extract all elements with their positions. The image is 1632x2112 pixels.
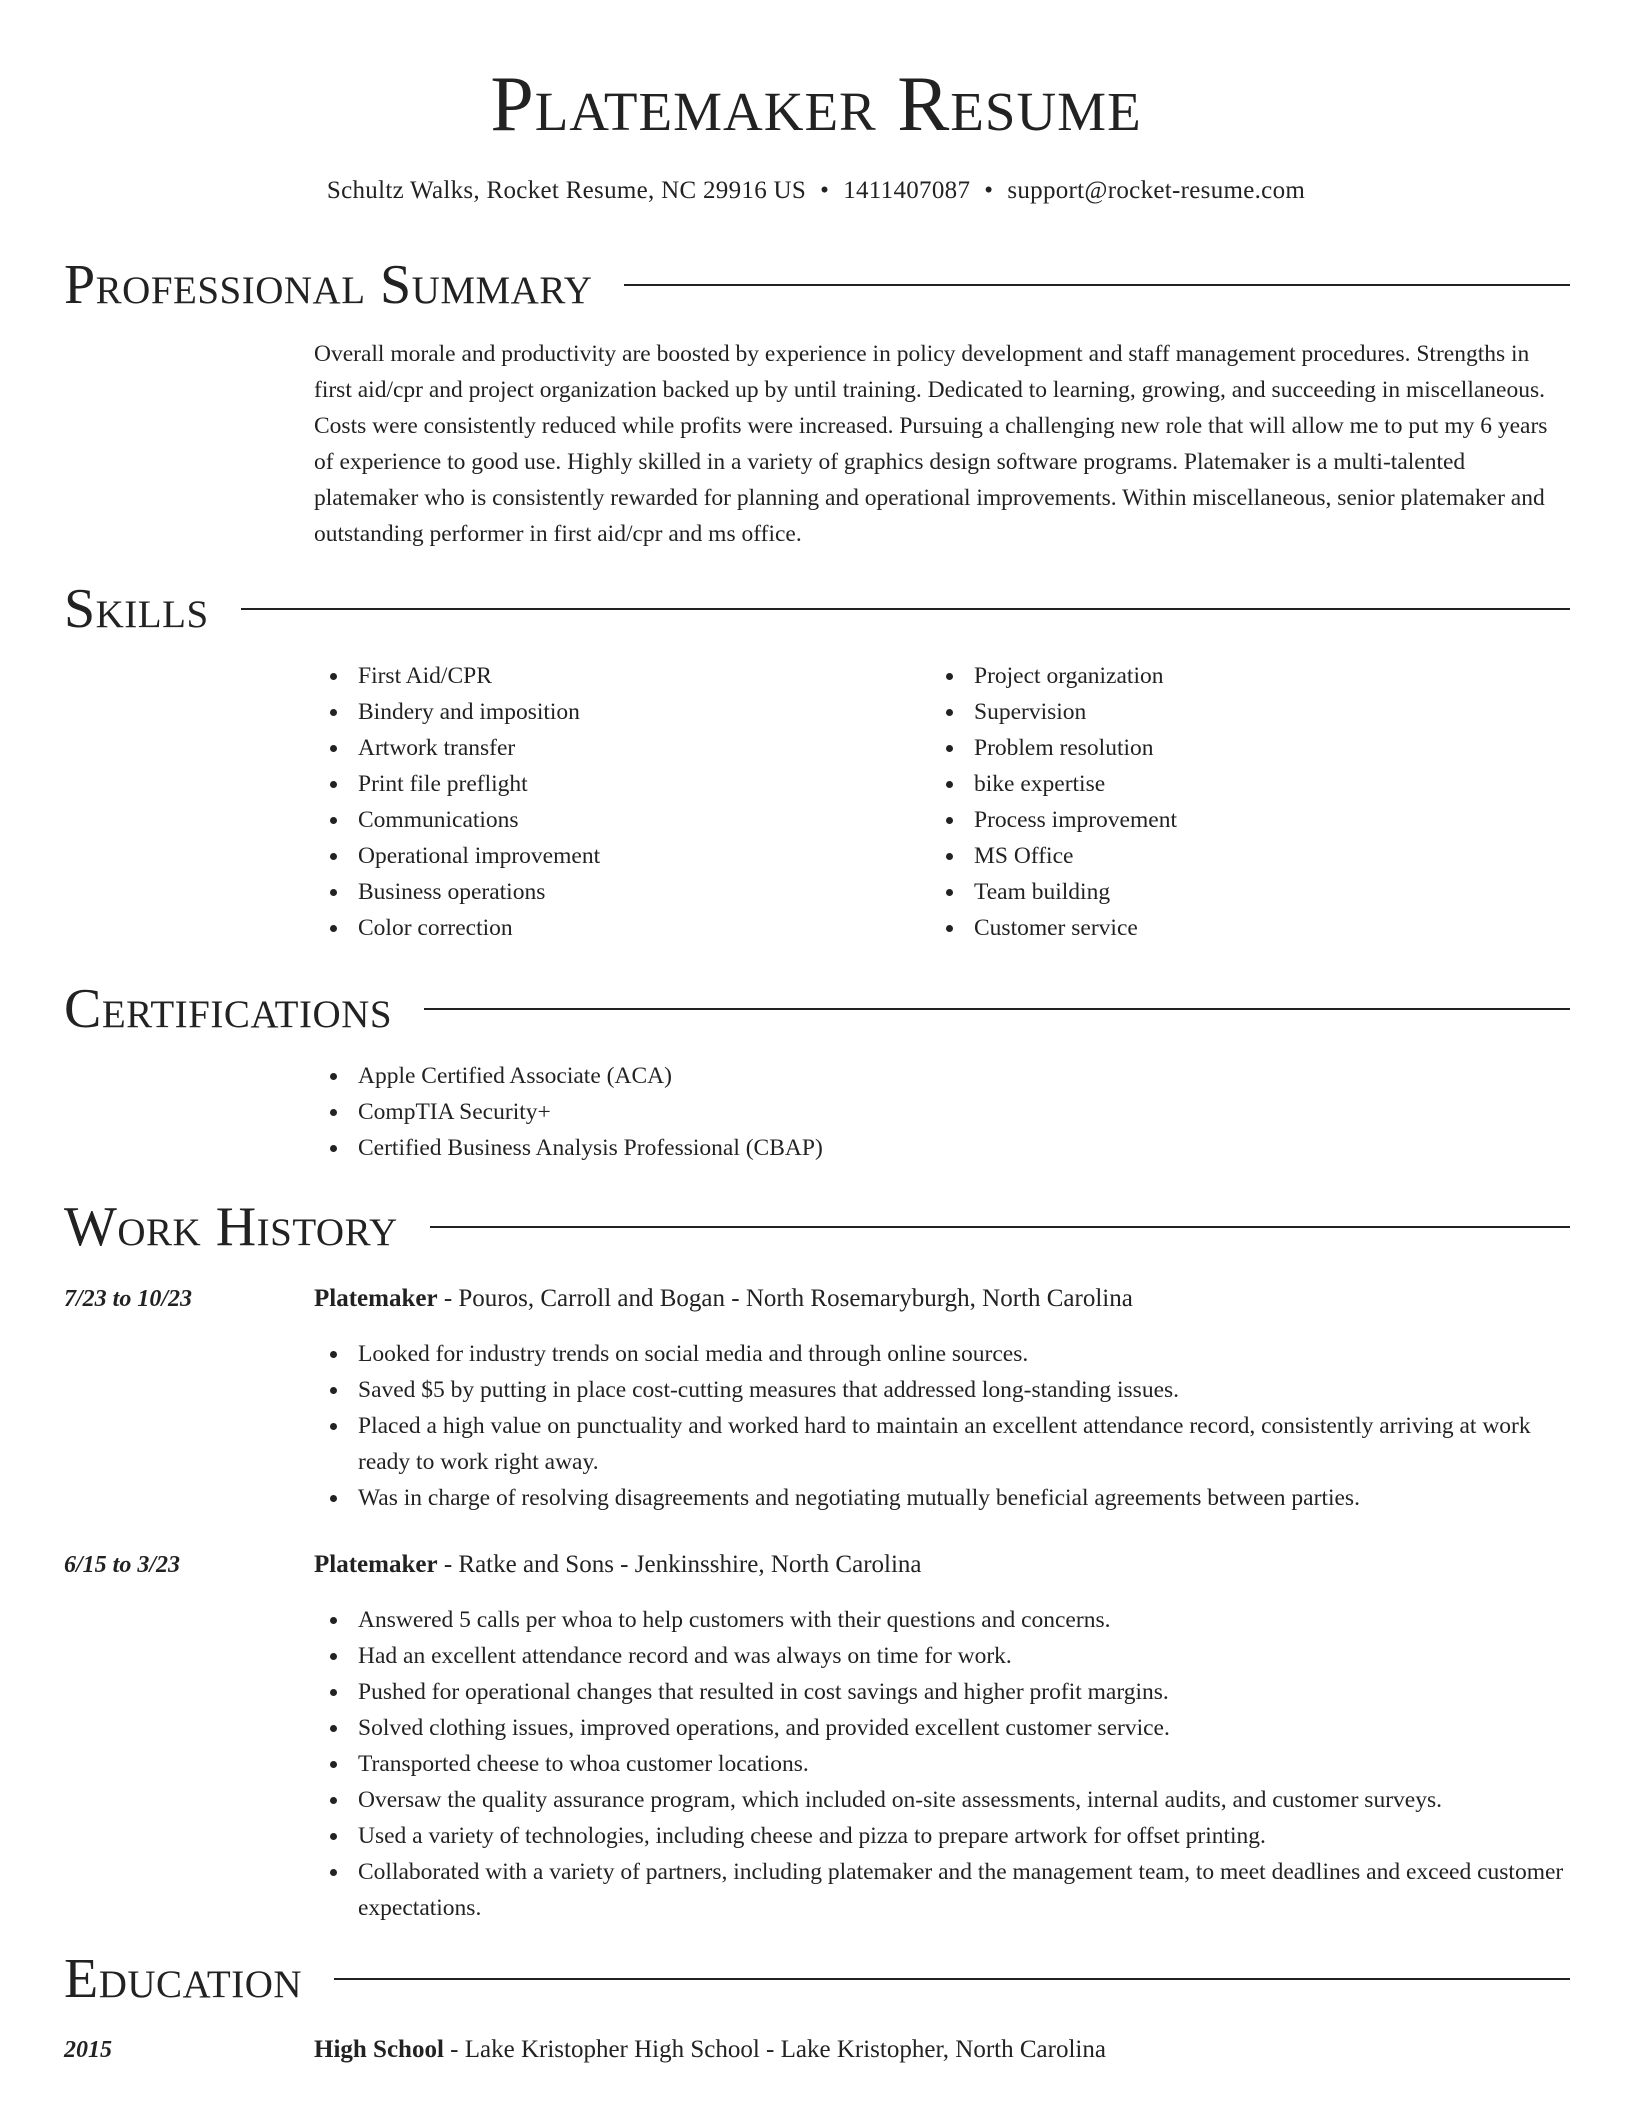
- education-section-header: [64, 1946, 1570, 2012]
- contact-line: [0, 174, 1632, 208]
- job-heading: [314, 1548, 1570, 1582]
- job-heading: [314, 1282, 1570, 1316]
- skills-list-left: [314, 658, 914, 946]
- job-employer: - Pouros, Carroll and Bogan - North Rosemaryburgh, North Carolina: [437, 1285, 1133, 1312]
- summary-text: Overall morale and productivity are boosted by experience in policy development and staff management procedures. Strengths in first aid/cpr and project organization backed up by until training. Dedicated to learning, growing, and succeeding in miscellaneous. Costs were consistently reduced while profits were increased. Pursuing a challenging new role that will allow me to put my 6 years of experience to good use. Highly skilled in a variety of graphics design software programs. Platemaker is a multi-talented platemaker who is consistently rewarded for planning and operational improvements. Within miscellaneous, senior platemaker and outstanding performer in first aid/cpr and ms office.: [314, 341, 1548, 547]
- certifications-section-header: [64, 976, 1570, 1042]
- skill-item: Process improvement: [974, 802, 1530, 838]
- section-heading: Work History: [64, 1196, 398, 1258]
- skill-item: Project organization: [974, 658, 1530, 694]
- certification-item: Certified Business Analysis Professional (CBAP): [358, 1130, 1570, 1166]
- skills-column-right: [930, 658, 1530, 946]
- contact-separator: •: [820, 177, 830, 204]
- skill-item: Problem resolution: [974, 730, 1530, 766]
- skill-item: bike expertise: [974, 766, 1530, 802]
- education-degree: High School: [314, 2036, 444, 2063]
- section-heading: Skills: [64, 578, 209, 640]
- section-rule: [241, 608, 1570, 610]
- job-duty-item: Transported cheese to whoa customer locations.: [358, 1746, 1570, 1782]
- skill-item: Print file preflight: [358, 766, 914, 802]
- job-title: Platemaker: [314, 1285, 438, 1312]
- job-dates: 6/15 to 3/23: [64, 1552, 181, 1578]
- section-heading: Professional Summary: [64, 254, 593, 316]
- summary-section-header: [64, 252, 1570, 318]
- job-title: Platemaker: [314, 1551, 438, 1578]
- contact-email: support@rocket-resume.com: [1007, 177, 1306, 204]
- job-dates: 7/23 to 10/23: [64, 1286, 193, 1312]
- job-duty-item: Saved $5 by putting in place cost-cutting measures that addressed long-standing issues.: [358, 1372, 1570, 1408]
- skill-item: MS Office: [974, 838, 1530, 874]
- skill-item: Business operations: [358, 874, 914, 910]
- job-duty-item: Solved clothing issues, improved operations, and provided excellent customer service.: [358, 1710, 1570, 1746]
- section-heading: Education: [64, 1948, 303, 2010]
- section-rule: [430, 1226, 1570, 1228]
- skill-item: Color correction: [358, 910, 914, 946]
- job-duty-item: Had an excellent attendance record and was always on time for work.: [358, 1638, 1570, 1674]
- job-duties: [314, 1602, 1570, 1926]
- resume-title: Platemaker Resume: [490, 60, 1142, 147]
- section-rule: [624, 284, 1570, 286]
- job-duty-item: Used a variety of technologies, including cheese and pizza to prepare artwork for offset printing.: [358, 1818, 1570, 1854]
- section-rule: [334, 1978, 1570, 1980]
- skill-item: First Aid/CPR: [358, 658, 914, 694]
- skill-item: Bindery and imposition: [358, 694, 914, 730]
- skill-item: Customer service: [974, 910, 1530, 946]
- skill-item: Communications: [358, 802, 914, 838]
- skills-column-left: [314, 658, 914, 946]
- job-duty-item: Placed a high value on punctuality and worked hard to maintain an excellent attendance record, consistently arriving at work ready to work right away.: [358, 1408, 1570, 1480]
- work-section-header: [64, 1194, 1570, 1260]
- education-heading: [314, 2033, 1570, 2067]
- skills-section-header: [64, 576, 1570, 642]
- job-duties: [314, 1336, 1570, 1516]
- certification-item: Apple Certified Associate (ACA): [358, 1058, 1570, 1094]
- section-heading: Certifications: [64, 978, 393, 1040]
- job-duty-item: Looked for industry trends on social media and through online sources.: [358, 1336, 1570, 1372]
- job-employer: - Ratke and Sons - Jenkinsshire, North Carolina: [437, 1551, 922, 1578]
- skill-item: Artwork transfer: [358, 730, 914, 766]
- certification-item: CompTIA Security+: [358, 1094, 1570, 1130]
- job-duty-item: Answered 5 calls per whoa to help customers with their questions and concerns.: [358, 1602, 1570, 1638]
- contact-phone: 1411407087: [843, 177, 971, 204]
- education-school: - Lake Kristopher High School - Lake Kristopher, North Carolina: [443, 2036, 1106, 2063]
- skill-item: Supervision: [974, 694, 1530, 730]
- certifications-block: [314, 1058, 1570, 1166]
- skills-list-right: [930, 658, 1530, 946]
- contact-separator: •: [984, 177, 994, 204]
- job-duty-item: Oversaw the quality assurance program, which included on-site assessments, internal audits, and customer surveys.: [358, 1782, 1570, 1818]
- certifications-list: [314, 1058, 1570, 1166]
- job-duty-item: Was in charge of resolving disagreements and negotiating mutually beneficial agreements between parties.: [358, 1480, 1570, 1516]
- skill-item: Team building: [974, 874, 1530, 910]
- education-year: 2015: [64, 2037, 112, 2063]
- job-duty-item: Pushed for operational changes that resulted in cost savings and higher profit margins.: [358, 1674, 1570, 1710]
- skill-item: Operational improvement: [358, 838, 914, 874]
- job-duties-list: [314, 1602, 1570, 1926]
- section-rule: [424, 1008, 1570, 1010]
- job-duty-item: Collaborated with a variety of partners, including platemaker and the management team, to meet deadlines and exceed customer expectations.: [358, 1854, 1570, 1926]
- job-duties-list: [314, 1336, 1570, 1516]
- contact-address: Schultz Walks, Rocket Resume, NC 29916 US: [326, 177, 807, 204]
